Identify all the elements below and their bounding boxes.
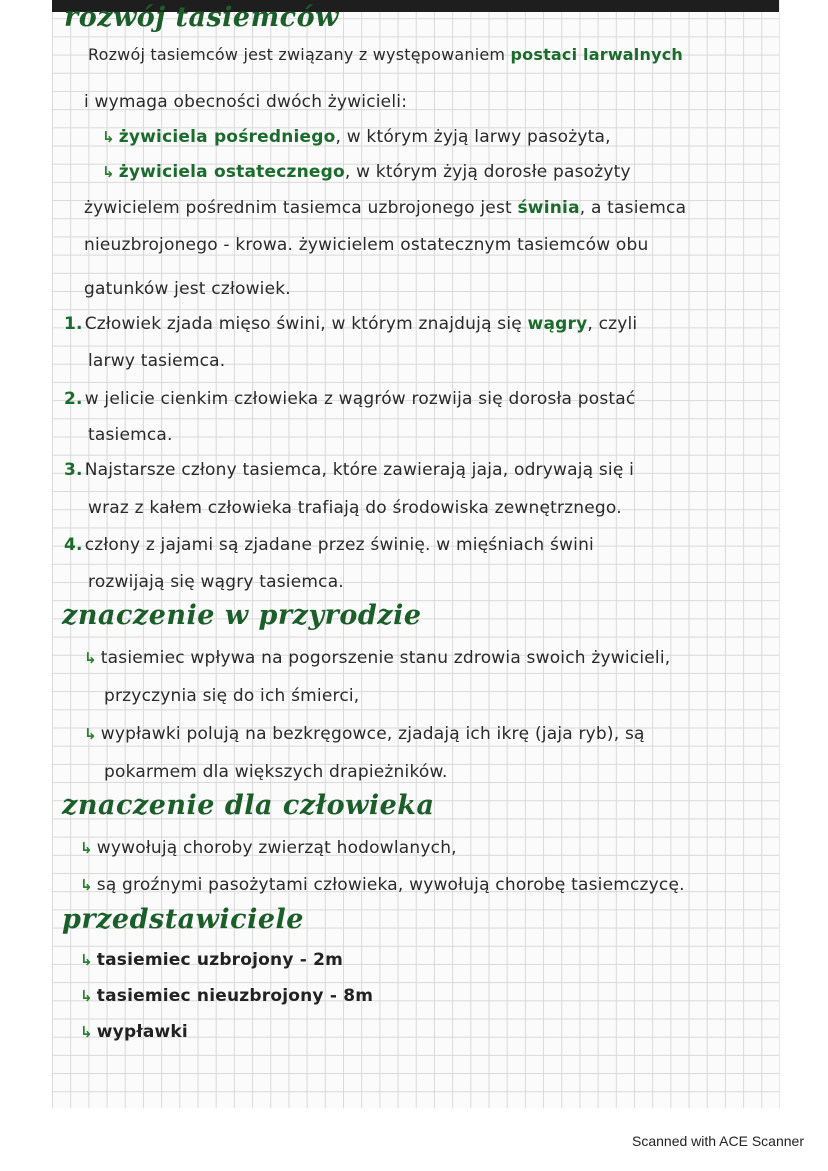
czlowiek-item-1	[80, 838, 457, 858]
intro-line-6: nieuzbrojonego - krowa. żywicielem ostatecznym tasiemców obu	[84, 235, 649, 255]
intro-text: żywicielem pośrednim tasiemca uzbrojonego jest	[84, 198, 518, 218]
item-text: wypławki	[96, 1022, 188, 1042]
step-2-line-2: tasiemca.	[88, 425, 173, 445]
przyroda-item-1-line-2: przyczynia się do ich śmierci,	[104, 686, 360, 706]
arrow-bullet-icon: ↳	[102, 163, 115, 181]
step-4-line-2: rozwijają się wągry tasiemca.	[88, 572, 344, 592]
item-text: wywołują choroby zwierząt hodowlanych,	[96, 838, 457, 858]
przyroda-item-1	[84, 648, 670, 668]
przedstawiciel-2	[80, 986, 373, 1006]
przyroda-item-2-line-2: pokarmem dla większych drapieżników.	[104, 762, 448, 782]
step-text: Człowiek zjada mięso świni, w którym znajdują się	[84, 314, 528, 334]
step-3	[64, 460, 634, 480]
highlight-swinia: świnia	[517, 198, 580, 218]
step-number: 2.	[64, 389, 83, 409]
item-text: tasiemiec wpływa na pogorszenie stanu zdrowia swoich żywicieli,	[100, 648, 671, 668]
highlight-ostateczny: żywiciela ostatecznego	[118, 162, 345, 182]
przedstawiciel-1	[80, 950, 343, 970]
step-number: 3.	[64, 460, 83, 480]
arrow-bullet-icon: ↳	[80, 1023, 93, 1041]
highlight-posredni: żywiciela pośredniego	[118, 127, 336, 147]
arrow-bullet-icon: ↳	[80, 951, 93, 969]
step-text: w jelicie cienkim człowieka z wągrów rozwija się dorosła postać	[84, 389, 636, 409]
item-text: tasiemiec uzbrojony - 2m	[96, 950, 344, 970]
step-number: 4.	[64, 535, 83, 555]
intro-text: Rozwój tasiemców jest związany z występowaniem	[88, 45, 511, 64]
czlowiek-item-2	[80, 875, 685, 895]
arrow-bullet-icon: ↳	[84, 649, 97, 667]
przedstawiciel-3	[80, 1022, 188, 1042]
step-text: człony z jajami są zjadane przez świnię. w mięśniach świni	[84, 535, 594, 555]
step-1-line-2: larwy tasiemca.	[88, 351, 226, 371]
highlight-postaci-larwalnych: postaci larwalnych	[510, 45, 683, 64]
step-text: , czyli	[587, 314, 638, 334]
intro-line-1	[88, 45, 683, 64]
arrow-bullet-icon: ↳	[80, 876, 93, 894]
arrow-bullet-icon: ↳	[80, 839, 93, 857]
step-4	[64, 535, 594, 555]
heading-czlowiek: znaczenie dla człowieka	[62, 790, 435, 821]
bullet-text: , w którym żyją dorosłe pasożyty	[344, 162, 631, 182]
scanner-watermark: Scanned with ACE Scanner	[632, 1133, 804, 1149]
step-2	[64, 389, 635, 409]
heading-przedstawiciele: przedstawiciele	[62, 904, 304, 935]
item-text: wypławki polują na bezkręgowce, zjadają ich ikrę (jaja ryb), są	[100, 724, 645, 744]
highlight-wagry: wągry	[527, 314, 588, 334]
intro-line-7: gatunków jest człowiek.	[84, 279, 291, 299]
arrow-bullet-icon: ↳	[102, 128, 115, 146]
bullet-ostateczny	[102, 162, 631, 182]
intro-text: , a tasiemca	[579, 198, 687, 218]
heading-rozwoj: rozwój tasiemców	[64, 2, 339, 33]
intro-line-2: i wymaga obecności dwóch żywicieli:	[84, 92, 408, 112]
bullet-posredni	[102, 127, 611, 147]
intro-line-5	[84, 198, 686, 218]
arrow-bullet-icon: ↳	[84, 725, 97, 743]
step-text: Najstarsze człony tasiemca, które zawierają jaja, odrywają się i	[84, 460, 635, 480]
arrow-bullet-icon: ↳	[80, 987, 93, 1005]
bullet-text: , w którym żyją larwy pasożyta,	[335, 127, 611, 147]
przyroda-item-2	[84, 724, 645, 744]
item-text: tasiemiec nieuzbrojony - 8m	[96, 986, 374, 1006]
step-3-line-2: wraz z kałem człowieka trafiają do środowiska zewnętrznego.	[88, 498, 622, 518]
item-text: są groźnymi pasożytami człowieka, wywołują chorobę tasiemczycę.	[96, 875, 685, 895]
step-number: 1.	[64, 314, 83, 334]
heading-przyroda: znaczenie w przyrodzie	[62, 600, 422, 631]
step-1	[64, 314, 637, 334]
